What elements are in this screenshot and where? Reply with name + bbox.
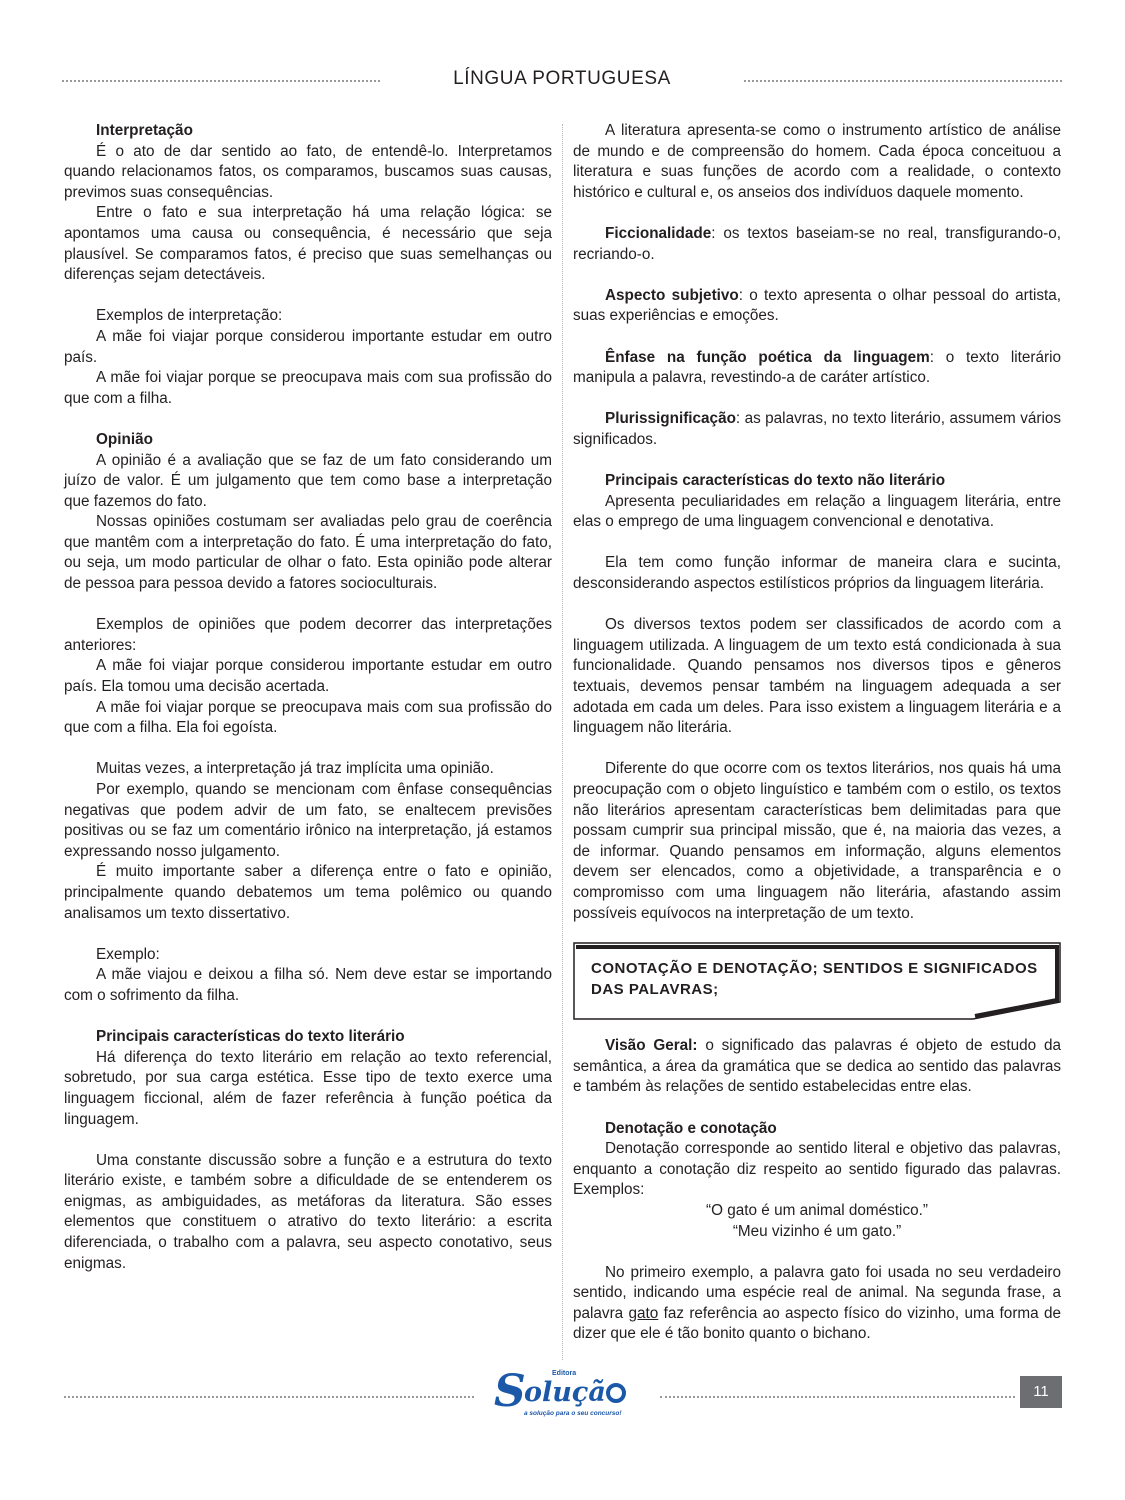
example-line: A mãe foi viajar porque considerou importante estudar em outro país. Ela tomou uma decisão acertada. bbox=[64, 657, 552, 696]
page-number: 11 bbox=[1020, 1376, 1062, 1408]
paragraph: Uma constante discussão sobre a função e a estrutura do texto literário existe, e também sobre a dificuldade de se entenderem os enigmas, as ambiguidades, as metáforas da literatura. São esses elementos que constituem o atrativo do texto literário: a escrita diferenciada, o trabalho com a palavra, seu aspecto conotativo, seus enigmas. bbox=[64, 1151, 552, 1272]
heading-denotacao-conotacao: Denotação e conotação bbox=[605, 1119, 777, 1137]
example-quote: “Meu vizinho é um gato.” bbox=[732, 1222, 902, 1240]
heading-texto-literario: Principais características do texto literário bbox=[96, 1028, 405, 1046]
right-column bbox=[573, 121, 1061, 1345]
paragraph: Muitas vezes, a interpretação já traz implícita uma opinião. bbox=[96, 760, 494, 778]
page-header-title: LÍNGUA PORTUGUESA bbox=[453, 68, 671, 89]
header-dotted-rule-right bbox=[744, 80, 1062, 82]
logo-tagline: a solução para o seu concurso! bbox=[524, 1410, 622, 1417]
footer-dotted-rule-left bbox=[64, 1396, 474, 1398]
left-column bbox=[64, 121, 552, 1274]
paragraph: A opinião é a avaliação que se faz de um fato considerando um juízo de valor. É um julgamento que tem como base a interpretação que fazemos do fato. bbox=[64, 451, 552, 510]
column-divider bbox=[562, 124, 563, 1360]
definition-aspecto-subjetivo: Aspecto subjetivo: o texto apresenta o olhar pessoal do artista, suas experiências e emoções. bbox=[573, 286, 1062, 325]
paragraph: Exemplos de interpretação: bbox=[96, 307, 283, 325]
section-title-box bbox=[573, 942, 1061, 1020]
paragraph: É muito importante saber a diferença entre o fato e opinião, principalmente quando debatemos um tema polêmico ou quando analisamos um texto dissertativo. bbox=[64, 863, 552, 922]
paragraph: Denotação corresponde ao sentido literal e objetivo das palavras, enquanto a conotação diz respeito ao sentido figurado das palavras. Exemplos: bbox=[573, 1140, 1061, 1199]
paragraph: Há diferença do texto literário em relação ao texto referencial, sobretudo, por sua carga estética. Esse tipo de texto exerce uma linguagem ficcional, além de fazer referência à função poética da linguagem. bbox=[64, 1048, 552, 1128]
heading-interpretacao: Interpretação bbox=[96, 122, 193, 139]
paragraph: Entre o fato e sua interpretação há uma relação lógica: se apontamos uma causa ou consequência, é necessário que seja plausível. Se comparamos fatos, é preciso que suas semelhanças ou diferenças sejam detectáveis. bbox=[64, 204, 552, 284]
paragraph: Ela tem como função informar de maneira clara e sucinta, desconsiderando aspectos estilísticos próprios da linguagem literária. bbox=[573, 554, 1061, 593]
paragraph: Apresenta peculiaridades em relação a linguagem literária, entre elas o emprego de uma linguagem convencional e denotativa. bbox=[573, 492, 1061, 531]
example-line: A mãe foi viajar porque se preocupava mais com sua profissão do que com a filha. bbox=[64, 369, 552, 407]
publisher-logo bbox=[494, 1368, 634, 1422]
paragraph: A literatura apresenta-se como o instrumento artístico de análise de mundo e de compreensão do homem. Cada época conceituou a literatura e suas funções de acordo com a realidade, o contexto histórico e cultural e, os anseios dos indivíduos daquele momento. bbox=[573, 122, 1061, 201]
paragraph: Diferente do que ocorre com os textos literários, nos quais há uma preocupação com o objeto linguístico e também com o estilo, os textos não literários apresentam características bem delimitadas para que possam cumprir sua principal missão, que é, na maioria das vezes, a de informar. Quando pensamos em informação, alguns elementos devem ser elencados, como a objetividade, a transparência e o compromisso com uma linguagem não literária, afastando assim possíveis equívocos na interpretação de um texto. bbox=[573, 760, 1061, 922]
logo-swirl-icon bbox=[606, 1383, 626, 1403]
definition-plurissignificacao: Plurissignificação: as palavras, no texto literário, assumem vários significados. bbox=[573, 410, 1061, 448]
paragraph: Exemplos de opiniões que podem decorrer das interpretações anteriores: bbox=[64, 616, 552, 654]
paragraph: Exemplo: bbox=[96, 945, 160, 963]
footer-dotted-rule-right bbox=[660, 1396, 1015, 1398]
paragraph-visao-geral: Visão Geral: o significado das palavras é objeto de estudo da semântica, a área da gramática que se dedica ao sentido das palavras e também às relações de sentido estabelecidas entre elas. bbox=[573, 1037, 1061, 1096]
example-line: A mãe viajou e deixou a filha só. Nem deve estar se importando com o sofrimento da filha. bbox=[64, 966, 552, 1004]
logo-initial: S bbox=[494, 1366, 526, 1417]
definition-enfase: Ênfase na função poética da linguagem: o texto literário manipula a palavra, revestindo-a de caráter artístico. bbox=[573, 348, 1061, 387]
heading-opiniao: Opinião bbox=[96, 430, 153, 448]
example-line: A mãe foi viajar porque considerou importante estudar em outro país. bbox=[64, 327, 552, 366]
paragraph: É o ato de dar sentido ao fato, de entendê-lo. Interpretamos quando relacionamos fatos, os comparamos, buscamos suas causas, previmos suas consequências. bbox=[64, 142, 552, 201]
example-quote: “O gato é um animal doméstico.” bbox=[706, 1201, 928, 1219]
paragraph: Os diversos textos podem ser classificados de acordo com a linguagem utilizada. A linguagem de um texto está condicionada à sua funcionalidade. Quando pensamos nos diversos tipos e gêneros textuais, devemos pensar também na linguagem adequada a ser adotada em cada um deles. Para isso existem a linguagem literária e a linguagem não literária. bbox=[573, 616, 1061, 737]
logo-wordmark: oluçã bbox=[524, 1377, 606, 1408]
heading-texto-nao-literario: Principais características do texto não literário bbox=[605, 472, 946, 490]
logo-editora: Editora bbox=[552, 1370, 577, 1377]
running-header bbox=[62, 68, 1062, 96]
paragraph: Nossas opiniões costumam ser avaliadas pelo grau de coerência que mantêm com a interpretação do fato. É uma interpretação do fato, ou seja, um modo particular de olhar o fato. Esta opinião pode alterar de pessoa para pessoa devido a fatores socioculturais. bbox=[64, 513, 552, 593]
example-line: A mãe foi viajar porque se preocupava mais com sua profissão do que com a filha. Ela foi egoísta. bbox=[64, 698, 552, 737]
paragraph: No primeiro exemplo, a palavra gato foi usada no seu verdadeiro sentido, indicando uma espécie real de animal. Na segunda frase, a palavra gato faz referência ao aspecto físico do vizinho, uma forma de dizer que ele é tão bonito quanto o bichano. bbox=[573, 1263, 1061, 1343]
definition-ficcionalidade: Ficcionalidade: os textos baseiam-se no real, transfigurando-o, recriando-o. bbox=[573, 224, 1061, 263]
paragraph: Por exemplo, quando se mencionam com ênfase consequências negativas que podem advir de um fato, se enaltecem previsões positivas ou se faz um comentário irônico na interpretação, já estamos expressando nosso julgamento. bbox=[64, 781, 552, 860]
section-title: CONOTAÇÃO E DENOTAÇÃO; SENTIDOS E SIGNIFICADOS DAS PALAVRAS; bbox=[591, 960, 1038, 999]
